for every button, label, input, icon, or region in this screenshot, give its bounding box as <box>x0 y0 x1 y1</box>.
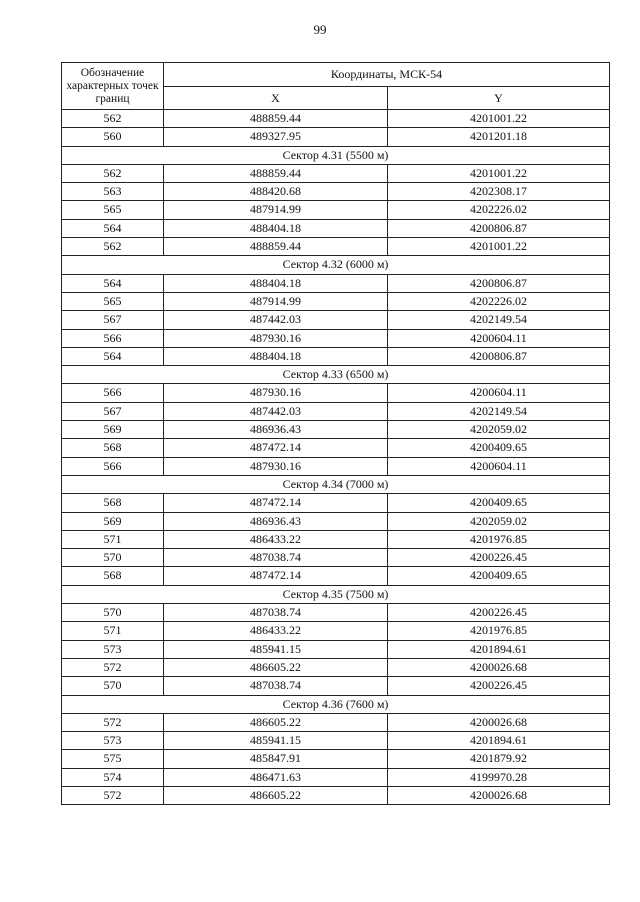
table-row <box>62 384 610 402</box>
point-cell: 563 <box>62 183 164 201</box>
x-cell: 487930.16 <box>164 384 388 402</box>
x-column-header: X <box>164 87 388 110</box>
point-cell: 568 <box>62 494 164 512</box>
table-row <box>62 622 610 640</box>
table-row <box>62 421 610 439</box>
y-cell: 4200806.87 <box>388 347 610 365</box>
table-row <box>62 512 610 530</box>
x-cell: 487930.16 <box>164 457 388 475</box>
x-cell: 488404.18 <box>164 347 388 365</box>
table-header <box>62 63 610 110</box>
x-cell: 486936.43 <box>164 421 388 439</box>
y-cell: 4201879.92 <box>388 750 610 768</box>
table-row <box>62 183 610 201</box>
point-cell: 560 <box>62 128 164 146</box>
y-cell: 4201894.61 <box>388 640 610 658</box>
table-row <box>62 219 610 237</box>
section-title: Сектор 4.33 (6500 м) <box>62 366 610 384</box>
point-cell: 569 <box>62 512 164 530</box>
x-cell: 487914.99 <box>164 201 388 219</box>
x-cell: 486605.22 <box>164 658 388 676</box>
y-cell: 4201976.85 <box>388 622 610 640</box>
y-cell: 4202149.54 <box>388 311 610 329</box>
point-cell: 573 <box>62 732 164 750</box>
x-cell: 485847.91 <box>164 750 388 768</box>
section-title: Сектор 4.35 (7500 м) <box>62 585 610 603</box>
point-cell: 570 <box>62 604 164 622</box>
y-cell: 4201001.22 <box>388 238 610 256</box>
y-cell: 4200226.45 <box>388 549 610 567</box>
y-cell: 4200026.68 <box>388 786 610 804</box>
y-cell: 4200226.45 <box>388 677 610 695</box>
table-row <box>62 768 610 786</box>
section-row <box>62 366 610 384</box>
x-cell: 487038.74 <box>164 549 388 567</box>
section-row <box>62 146 610 164</box>
x-cell: 488404.18 <box>164 274 388 292</box>
x-cell: 487442.03 <box>164 402 388 420</box>
point-cell: 575 <box>62 750 164 768</box>
y-column-header: Y <box>388 87 610 110</box>
table-row <box>62 567 610 585</box>
table-body <box>62 110 610 805</box>
x-cell: 486936.43 <box>164 512 388 530</box>
x-cell: 488404.18 <box>164 219 388 237</box>
y-cell: 4200026.68 <box>388 713 610 731</box>
y-cell: 4201976.85 <box>388 530 610 548</box>
point-cell: 569 <box>62 421 164 439</box>
table-row <box>62 329 610 347</box>
table-row <box>62 786 610 804</box>
x-cell: 488859.44 <box>164 238 388 256</box>
y-cell: 4201001.22 <box>388 164 610 182</box>
y-cell: 4202149.54 <box>388 402 610 420</box>
x-cell: 486433.22 <box>164 530 388 548</box>
x-cell: 487472.14 <box>164 494 388 512</box>
x-cell: 486433.22 <box>164 622 388 640</box>
point-cell: 571 <box>62 622 164 640</box>
y-cell: 4201894.61 <box>388 732 610 750</box>
y-cell: 4200409.65 <box>388 494 610 512</box>
x-cell: 489327.95 <box>164 128 388 146</box>
point-cell: 566 <box>62 384 164 402</box>
point-cell: 562 <box>62 110 164 128</box>
x-cell: 488420.68 <box>164 183 388 201</box>
coordinates-table <box>61 62 610 805</box>
table-row <box>62 677 610 695</box>
point-cell: 573 <box>62 640 164 658</box>
y-cell: 4200806.87 <box>388 274 610 292</box>
coordinates-header: Координаты, МСК-54 <box>164 63 610 87</box>
table-row <box>62 549 610 567</box>
y-cell: 4200806.87 <box>388 219 610 237</box>
table-row <box>62 604 610 622</box>
table-row <box>62 494 610 512</box>
point-cell: 564 <box>62 274 164 292</box>
section-row <box>62 475 610 493</box>
table-row <box>62 292 610 310</box>
point-cell: 567 <box>62 402 164 420</box>
x-cell: 487038.74 <box>164 604 388 622</box>
x-cell: 488859.44 <box>164 164 388 182</box>
y-cell: 4201201.18 <box>388 128 610 146</box>
y-cell: 4201001.22 <box>388 110 610 128</box>
section-title: Сектор 4.34 (7000 м) <box>62 475 610 493</box>
section-title: Сектор 4.32 (6000 м) <box>62 256 610 274</box>
point-cell: 568 <box>62 567 164 585</box>
point-designation-header: Обозначение характерных точек границ <box>62 63 164 110</box>
page-number: 99 <box>313 22 327 37</box>
y-cell: 4200226.45 <box>388 604 610 622</box>
y-cell: 4202059.02 <box>388 421 610 439</box>
x-cell: 487472.14 <box>164 567 388 585</box>
point-cell: 562 <box>62 238 164 256</box>
x-cell: 486605.22 <box>164 713 388 731</box>
y-cell: 4202059.02 <box>388 512 610 530</box>
table-row <box>62 732 610 750</box>
point-cell: 565 <box>62 292 164 310</box>
point-cell: 572 <box>62 713 164 731</box>
point-cell: 566 <box>62 329 164 347</box>
section-row <box>62 695 610 713</box>
x-cell: 485941.15 <box>164 732 388 750</box>
table-row <box>62 347 610 365</box>
x-cell: 485941.15 <box>164 640 388 658</box>
table-row <box>62 713 610 731</box>
point-cell: 564 <box>62 347 164 365</box>
point-cell: 571 <box>62 530 164 548</box>
table-row <box>62 164 610 182</box>
x-cell: 488859.44 <box>164 110 388 128</box>
point-cell: 574 <box>62 768 164 786</box>
x-cell: 487472.14 <box>164 439 388 457</box>
table-row <box>62 658 610 676</box>
section-row <box>62 585 610 603</box>
x-cell: 486471.63 <box>164 768 388 786</box>
x-cell: 487930.16 <box>164 329 388 347</box>
section-row <box>62 256 610 274</box>
point-cell: 564 <box>62 219 164 237</box>
section-title: Сектор 4.31 (5500 м) <box>62 146 610 164</box>
table-row <box>62 201 610 219</box>
table-row <box>62 110 610 128</box>
section-title: Сектор 4.36 (7600 м) <box>62 695 610 713</box>
y-cell: 4202226.02 <box>388 201 610 219</box>
point-cell: 570 <box>62 549 164 567</box>
y-cell: 4200409.65 <box>388 439 610 457</box>
point-cell: 570 <box>62 677 164 695</box>
point-cell: 567 <box>62 311 164 329</box>
table-row <box>62 530 610 548</box>
y-cell: 4200026.68 <box>388 658 610 676</box>
table-row <box>62 402 610 420</box>
point-cell: 572 <box>62 786 164 804</box>
y-cell: 4202308.17 <box>388 183 610 201</box>
x-cell: 487914.99 <box>164 292 388 310</box>
table-row <box>62 128 610 146</box>
table-row <box>62 750 610 768</box>
y-cell: 4199970.28 <box>388 768 610 786</box>
y-cell: 4200604.11 <box>388 384 610 402</box>
x-cell: 486605.22 <box>164 786 388 804</box>
y-cell: 4200604.11 <box>388 329 610 347</box>
point-cell: 568 <box>62 439 164 457</box>
table-row <box>62 457 610 475</box>
point-cell: 572 <box>62 658 164 676</box>
point-cell: 565 <box>62 201 164 219</box>
point-cell: 562 <box>62 164 164 182</box>
table-row <box>62 439 610 457</box>
y-cell: 4202226.02 <box>388 292 610 310</box>
table-row <box>62 311 610 329</box>
x-cell: 487038.74 <box>164 677 388 695</box>
table-row <box>62 274 610 292</box>
x-cell: 487442.03 <box>164 311 388 329</box>
y-cell: 4200604.11 <box>388 457 610 475</box>
table-row <box>62 238 610 256</box>
y-cell: 4200409.65 <box>388 567 610 585</box>
table-row <box>62 640 610 658</box>
point-cell: 566 <box>62 457 164 475</box>
